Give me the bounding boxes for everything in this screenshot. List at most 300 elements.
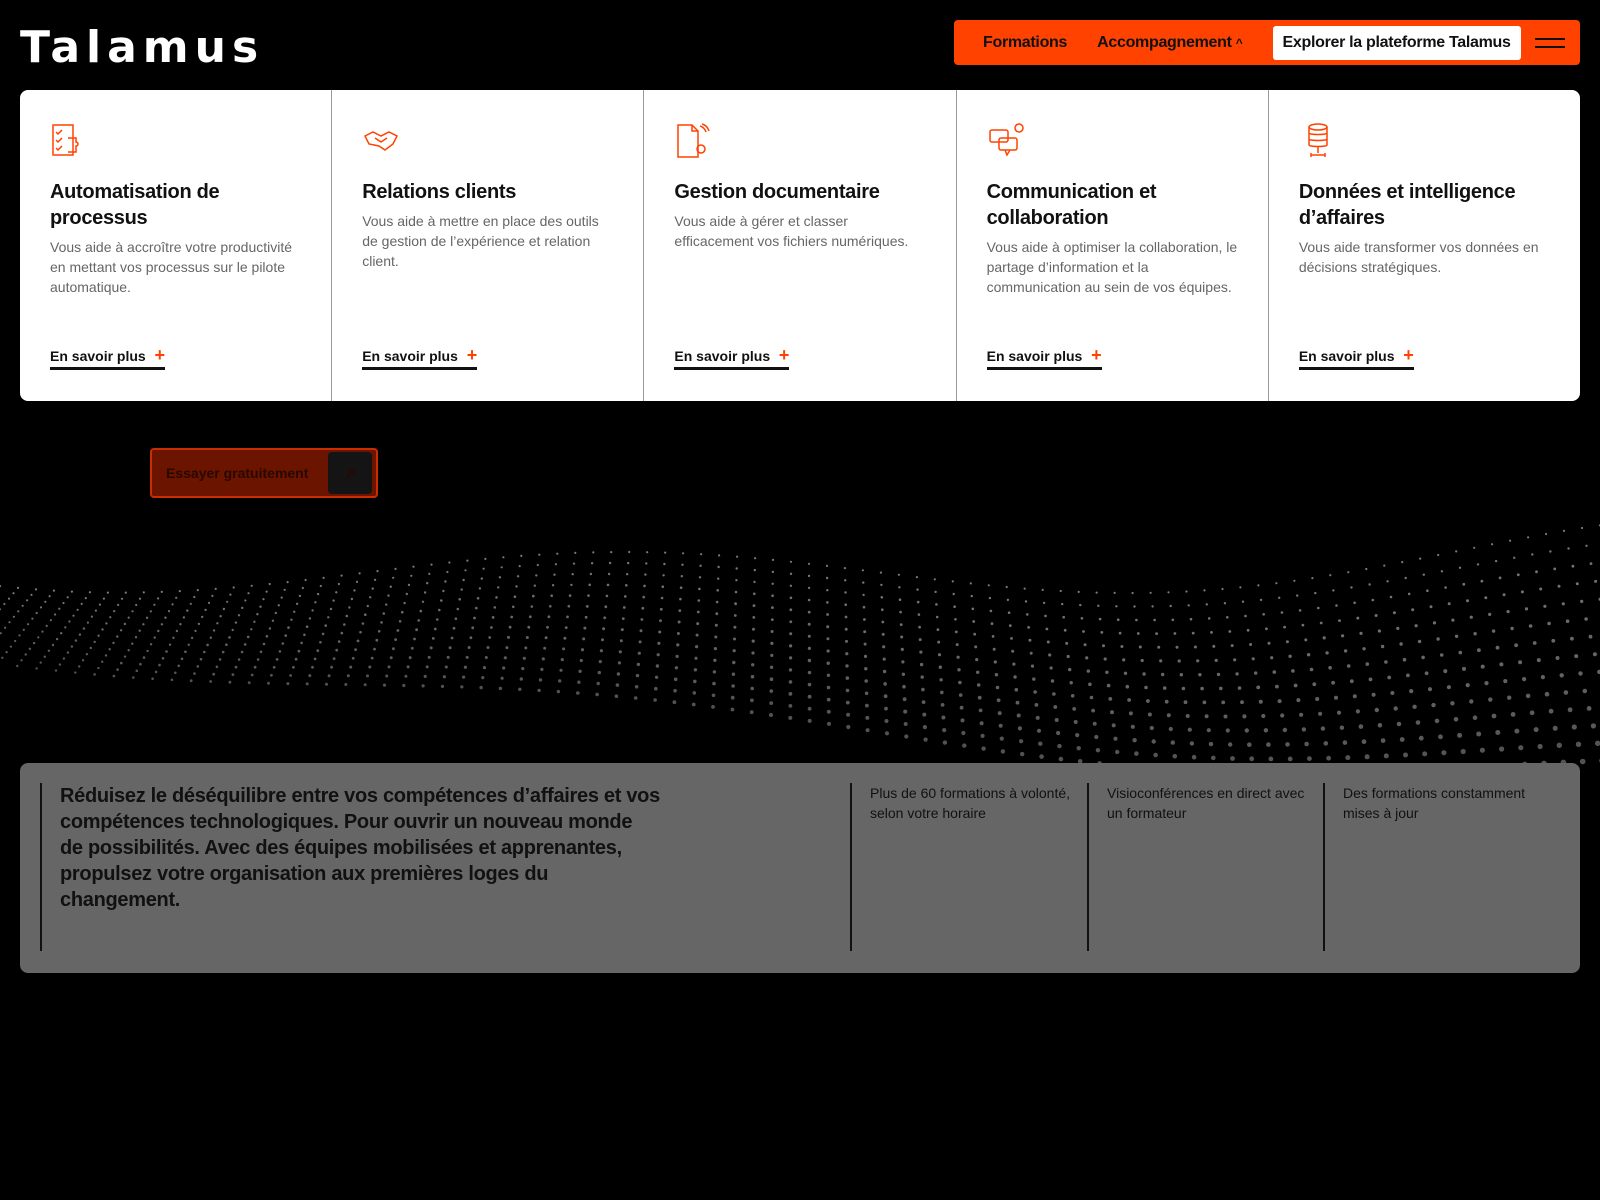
wave-dot xyxy=(383,684,386,687)
wave-dot xyxy=(1473,715,1478,720)
chat-bubbles-icon xyxy=(987,122,1025,160)
wave-dot xyxy=(1105,671,1108,674)
wave-dot xyxy=(432,637,435,640)
wave-dot xyxy=(988,584,990,586)
wave-dot xyxy=(68,620,70,622)
wave-dot xyxy=(1242,714,1246,718)
wave-dot xyxy=(1484,681,1488,685)
wave-dot xyxy=(1275,582,1277,584)
wave-dot xyxy=(341,632,344,635)
wave-dot xyxy=(1190,618,1193,621)
wave-dot xyxy=(1042,589,1044,591)
wave-dot xyxy=(269,627,271,629)
wave-dot xyxy=(1405,577,1407,579)
wave-dot xyxy=(1293,580,1295,582)
wave-dot xyxy=(616,683,620,687)
wave-dot xyxy=(1032,677,1035,680)
wave-dot xyxy=(402,684,405,687)
wave-dot xyxy=(1496,646,1500,650)
wave-dot xyxy=(206,644,209,647)
wave-dot xyxy=(622,617,625,620)
wave-dot xyxy=(1457,733,1462,738)
wave-dot xyxy=(642,596,645,599)
wave-dot xyxy=(462,676,465,679)
wave-dot xyxy=(826,625,829,628)
wave-dot xyxy=(1340,726,1344,730)
wave-dot xyxy=(272,620,274,622)
wave-dot xyxy=(155,671,158,674)
wave-dot xyxy=(1215,659,1218,662)
wave-dot xyxy=(882,633,885,636)
wave-dot xyxy=(1188,728,1192,732)
learn-more-link[interactable] xyxy=(674,345,790,370)
wave-dot xyxy=(979,709,983,713)
wave-dot xyxy=(790,585,792,587)
wave-dot xyxy=(1112,723,1116,727)
link-label: En savoir plus xyxy=(674,348,771,364)
wave-dot xyxy=(940,691,944,695)
wave-dot xyxy=(388,665,391,668)
wave-dot xyxy=(135,636,137,638)
wave-dot xyxy=(424,591,426,593)
wave-dot xyxy=(5,651,7,653)
wave-dot xyxy=(273,666,276,669)
wave-dot xyxy=(387,594,389,596)
wave-dot xyxy=(303,634,306,637)
wave-dot xyxy=(750,687,754,691)
wave-dot xyxy=(1132,738,1136,742)
wave-dot xyxy=(1302,624,1305,627)
wave-dot xyxy=(676,655,679,658)
wave-dot xyxy=(1059,757,1064,762)
wave-dot xyxy=(1016,701,1020,705)
wave-dot xyxy=(1557,743,1562,748)
wave-dot xyxy=(1433,621,1436,624)
wave-dot xyxy=(999,724,1003,728)
wave-dot xyxy=(415,628,418,631)
wave-dot xyxy=(263,643,266,646)
wave-dot xyxy=(87,622,89,624)
wave-dot xyxy=(1444,586,1447,589)
wave-dot xyxy=(1188,604,1190,606)
wave-dot xyxy=(657,642,660,645)
wave-dot xyxy=(132,676,135,679)
wave-dot xyxy=(408,584,410,586)
wave-dot xyxy=(1173,754,1178,759)
wave-dot xyxy=(229,681,232,684)
wave-dot xyxy=(1440,653,1444,657)
wave-dot xyxy=(99,604,101,606)
wave-dot xyxy=(1375,614,1378,617)
wave-dot xyxy=(657,653,660,656)
wave-dot xyxy=(16,665,18,667)
wave-dot xyxy=(1114,592,1116,594)
wave-dot xyxy=(302,587,304,589)
wave-dot xyxy=(479,587,481,589)
wave-dot xyxy=(808,587,810,589)
wave-dot xyxy=(789,704,793,708)
wave-dot xyxy=(497,586,499,588)
nav-formations[interactable]: Formations xyxy=(983,33,1068,51)
wave-dot xyxy=(457,608,460,611)
wave-dot xyxy=(844,603,847,606)
wave-dot xyxy=(120,629,122,631)
wave-dot xyxy=(733,638,736,641)
wave-dot xyxy=(1163,686,1167,690)
wave-dot xyxy=(466,560,468,562)
wave-dot xyxy=(674,678,678,682)
wave-dot xyxy=(1466,599,1469,602)
wave-dot xyxy=(1115,750,1119,754)
wave-dot xyxy=(347,674,350,677)
wave-dot xyxy=(957,668,960,671)
services-menu xyxy=(20,90,1580,401)
wave-dot xyxy=(1359,724,1364,729)
handshake-icon xyxy=(362,122,400,160)
wave-dot xyxy=(1286,640,1289,643)
wave-dot xyxy=(1353,602,1356,605)
wave-dot xyxy=(1244,615,1247,618)
wave-dot xyxy=(1228,742,1232,746)
wave-dot xyxy=(900,636,903,639)
wave-dot xyxy=(495,596,498,599)
wave-dot xyxy=(1560,673,1564,677)
wave-dot xyxy=(107,592,109,594)
wave-dot xyxy=(103,598,105,600)
wave-dot xyxy=(484,558,486,560)
wave-dot xyxy=(477,597,480,600)
wave-dot xyxy=(826,589,828,591)
wave-dot xyxy=(581,648,584,651)
wave-dot xyxy=(994,660,997,663)
wave-dot xyxy=(643,585,646,588)
wave-dot xyxy=(1200,687,1204,691)
wave-dot xyxy=(1562,602,1565,605)
wave-dot xyxy=(153,604,155,606)
wave-dot xyxy=(862,581,864,583)
wave-dot xyxy=(1226,728,1230,732)
talamus-logo[interactable]: Talamus xyxy=(20,22,265,73)
wave-dot xyxy=(937,641,940,644)
wave-dot xyxy=(1304,638,1307,641)
service-card xyxy=(956,90,1268,401)
wave-dot xyxy=(219,615,221,617)
wave-dot xyxy=(1064,629,1067,632)
wave-dot xyxy=(1481,665,1485,669)
card-text: Vous aide à optimiser la collaboration, le partage d’information et la communication au sein de vos équipes. xyxy=(986,239,1238,295)
wave-dot xyxy=(534,585,536,587)
wave-dot xyxy=(555,563,557,565)
wave-dot xyxy=(1068,668,1071,671)
link-label: En savoir plus xyxy=(362,348,458,364)
wave-dot xyxy=(208,602,210,604)
wave-dot xyxy=(1013,675,1016,678)
wave-dot xyxy=(827,674,830,677)
wave-dot xyxy=(1178,659,1181,662)
wave-dot xyxy=(885,719,889,723)
wave-dot xyxy=(953,605,956,608)
wave-dot xyxy=(1415,624,1418,627)
wave-dot xyxy=(295,658,298,661)
wave-dot xyxy=(1079,604,1081,606)
wave-dot xyxy=(139,598,141,600)
wave-dot xyxy=(539,678,542,681)
wave-dot xyxy=(1334,696,1338,700)
wave-dot xyxy=(1521,590,1524,593)
wave-dot xyxy=(164,617,166,619)
learn-more-link[interactable] xyxy=(362,345,478,370)
wave-dot xyxy=(1030,652,1033,655)
wave-dot xyxy=(135,604,137,606)
wave-dot xyxy=(1321,726,1325,730)
wave-dot xyxy=(523,657,526,660)
wave-dot xyxy=(198,623,200,625)
wave-dot xyxy=(1153,619,1156,622)
wave-dot xyxy=(1476,732,1481,737)
wave-dot xyxy=(1514,643,1518,647)
wave-dot xyxy=(75,639,77,641)
nav-accompagnement[interactable] xyxy=(1097,34,1242,52)
wave-dot xyxy=(1356,709,1360,713)
wave-dot xyxy=(1455,635,1458,638)
wave-dot xyxy=(978,696,982,700)
wave-dot xyxy=(934,591,936,593)
wave-dot xyxy=(352,657,355,660)
wave-dot xyxy=(289,674,292,677)
wave-dot xyxy=(808,671,811,674)
wave-dot xyxy=(1347,664,1351,668)
wave-dot xyxy=(881,608,884,611)
wave-dot xyxy=(449,646,452,649)
wave-dot xyxy=(1329,574,1331,576)
learn-more-link[interactable] xyxy=(986,345,1102,370)
wave-dot xyxy=(1212,645,1215,648)
wave-dot xyxy=(298,650,301,653)
wave-dot xyxy=(789,632,792,635)
wave-dot xyxy=(620,639,623,642)
wave-dot xyxy=(606,595,609,598)
wave-dot xyxy=(392,647,395,650)
wave-dot xyxy=(359,572,361,574)
wave-dot xyxy=(938,653,941,656)
wave-dot xyxy=(808,599,811,602)
wave-dot xyxy=(692,703,696,707)
wave-dot xyxy=(548,615,551,618)
wave-dot xyxy=(943,740,947,744)
wave-dot xyxy=(8,621,10,623)
wave-dot xyxy=(846,713,850,717)
wave-dot xyxy=(754,569,756,571)
explore-platform-button[interactable]: Explorer la plateforme Talamus xyxy=(1273,26,1521,60)
wave-dot xyxy=(90,647,92,649)
wave-dot xyxy=(1511,712,1516,717)
wave-dot xyxy=(1155,632,1158,635)
wave-dot xyxy=(921,688,925,692)
wave-dot xyxy=(1551,639,1555,643)
wave-dot xyxy=(441,685,444,688)
try-free-button[interactable] xyxy=(150,448,378,498)
wave-dot xyxy=(902,685,906,689)
wave-dot xyxy=(448,561,450,563)
wave-dot xyxy=(998,711,1002,715)
wave-dot xyxy=(385,675,388,678)
wave-dot xyxy=(772,559,774,561)
wave-dot xyxy=(279,650,282,653)
wave-dot xyxy=(1268,642,1271,645)
wave-dot xyxy=(624,595,627,598)
wave-dot xyxy=(85,597,87,599)
wave-dot xyxy=(1207,728,1211,732)
wave-dot xyxy=(1356,617,1359,620)
wave-dot xyxy=(517,575,519,577)
plus-icon: + xyxy=(1091,345,1102,365)
wave-dot xyxy=(269,583,271,585)
wave-dot xyxy=(1403,658,1407,662)
wave-dot xyxy=(1194,646,1197,649)
wave-dot xyxy=(200,658,203,661)
wave-dot xyxy=(754,557,756,559)
wave-dot xyxy=(902,673,905,676)
wave-dot xyxy=(1341,634,1344,637)
wave-dot xyxy=(1448,602,1451,605)
wave-dot xyxy=(403,602,405,604)
learn-more-link[interactable] xyxy=(1298,345,1414,370)
wave-dot xyxy=(209,680,212,683)
wave-dot xyxy=(885,731,889,735)
wave-dot xyxy=(1518,745,1523,750)
wave-dot xyxy=(351,598,353,600)
wave-dot xyxy=(699,565,701,567)
wave-dot xyxy=(1537,658,1541,662)
wave-dot xyxy=(176,630,178,632)
wave-dot xyxy=(314,658,317,661)
wave-dot xyxy=(447,656,450,659)
wave-dot xyxy=(1077,746,1081,750)
wave-dot xyxy=(324,624,327,627)
wave-dot xyxy=(771,618,774,621)
wave-dot xyxy=(426,582,428,584)
wave-dot xyxy=(770,689,774,693)
wave-dot xyxy=(769,701,773,705)
wave-dot xyxy=(903,697,907,701)
wave-dot xyxy=(161,591,163,593)
wave-dot xyxy=(1053,705,1057,709)
wave-dot xyxy=(1024,588,1026,590)
wave-dot xyxy=(552,584,554,586)
hamburger-menu-icon[interactable] xyxy=(1535,38,1565,48)
wave-dot xyxy=(1144,686,1148,690)
wave-dot xyxy=(1167,591,1169,593)
wave-dot xyxy=(602,627,605,630)
wave-dot xyxy=(694,657,697,660)
wave-dot xyxy=(1437,554,1439,556)
wave-dot xyxy=(1469,699,1473,703)
wave-dot xyxy=(789,620,792,623)
wave-dot xyxy=(1461,749,1466,754)
wave-dot xyxy=(583,627,586,630)
wave-dot xyxy=(1324,741,1329,746)
wave-dot xyxy=(1046,628,1049,631)
wave-dot xyxy=(464,569,466,571)
wave-dot xyxy=(939,666,942,669)
card-title: Gestion documentaire xyxy=(674,181,880,203)
wave-dot xyxy=(257,658,260,661)
wave-dot xyxy=(1280,713,1284,717)
wave-dot xyxy=(1122,658,1125,661)
wave-dot xyxy=(1096,592,1098,594)
wave-dot xyxy=(183,616,185,618)
wave-dot xyxy=(750,710,754,714)
wave-dot xyxy=(244,643,247,646)
wave-dot xyxy=(97,667,99,669)
wave-dot xyxy=(1051,679,1054,682)
wave-dot xyxy=(711,705,715,709)
wave-dot xyxy=(644,573,646,575)
wave-dot xyxy=(18,634,20,636)
wave-dot xyxy=(172,603,174,605)
wave-dot xyxy=(992,635,995,638)
wave-dot xyxy=(375,639,378,642)
wave-dot xyxy=(1344,649,1347,652)
wave-dot xyxy=(601,638,604,641)
service-card xyxy=(20,90,331,401)
wave-dot xyxy=(1265,627,1268,630)
wave-dot xyxy=(1558,585,1561,588)
wave-dot xyxy=(1141,659,1144,662)
wave-dot xyxy=(1006,586,1008,588)
wave-dot xyxy=(519,565,521,567)
wave-dot xyxy=(772,583,774,585)
learn-more-link[interactable] xyxy=(50,345,165,370)
wave-dot xyxy=(483,568,485,570)
wave-dot xyxy=(1226,616,1229,619)
wave-dot xyxy=(509,626,512,629)
link-label: En savoir plus xyxy=(1298,348,1395,364)
wave-dot xyxy=(609,562,611,564)
wave-dot xyxy=(563,637,566,640)
wave-dot xyxy=(157,597,159,599)
wave-dot xyxy=(299,595,301,597)
wave-dot xyxy=(367,605,369,607)
wave-dot xyxy=(143,591,145,593)
wave-dot xyxy=(128,617,130,619)
wave-dot xyxy=(1585,545,1587,547)
wave-dot xyxy=(537,564,539,566)
wave-dot xyxy=(296,603,298,605)
wave-dot xyxy=(31,618,33,620)
wave-dot xyxy=(595,693,599,697)
wave-dot xyxy=(1186,714,1190,718)
wave-dot xyxy=(1503,679,1507,683)
wave-dot xyxy=(1409,689,1413,693)
wave-dot xyxy=(251,674,254,677)
wave-dot xyxy=(488,636,491,639)
wave-dot xyxy=(1288,655,1291,658)
wave-dot xyxy=(44,656,46,658)
wave-dot xyxy=(1090,696,1094,700)
wave-dot xyxy=(1365,568,1367,570)
wave-dot xyxy=(22,605,24,607)
wave-dot xyxy=(1477,563,1479,565)
wave-dot xyxy=(1545,692,1550,697)
wave-dot xyxy=(570,584,572,586)
wave-dot xyxy=(364,683,367,686)
wave-dot xyxy=(621,628,624,631)
wave-dot xyxy=(1527,536,1529,538)
wave-dot xyxy=(662,574,664,576)
feature-text: Visioconférences en direct avec un formateur xyxy=(1107,785,1305,821)
wave-dot xyxy=(1011,650,1014,653)
